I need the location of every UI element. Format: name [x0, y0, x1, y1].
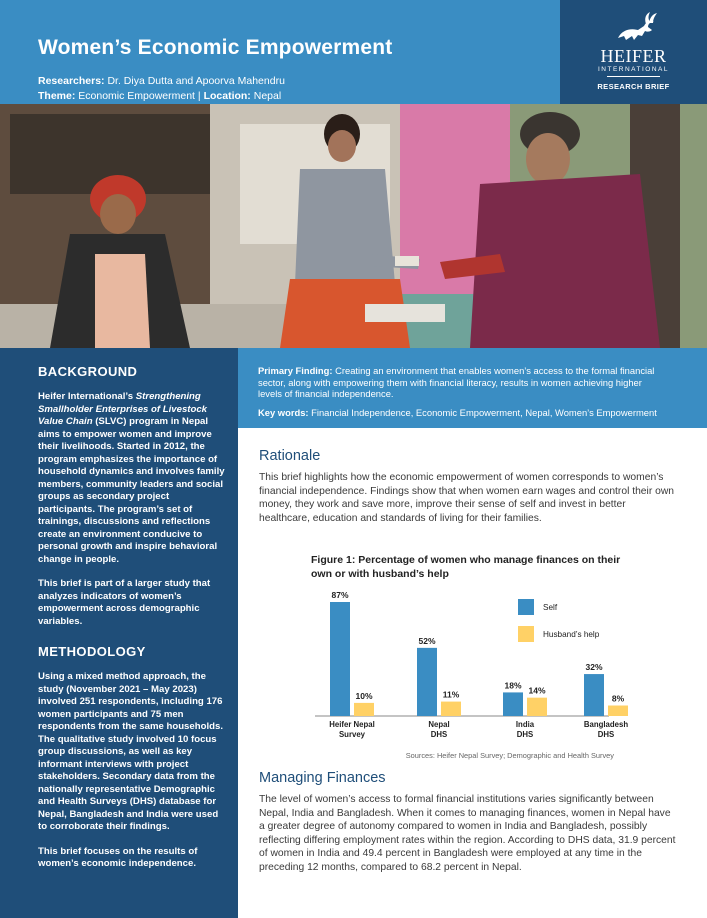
bar-husband-1	[441, 702, 461, 716]
primary-finding-text: Creating an environment that enables women’s access to the formal financial sector, along with empowering them with financial literacy, results in women achieving higher levels of financial independence.	[258, 365, 655, 400]
figure-source: Sources: Heifer Nepal Survey; Demographic and Health Survey	[405, 751, 614, 760]
background-paragraph	[38, 391, 226, 566]
bar-husband-0	[354, 703, 374, 716]
researchers-value: Dr. Diya Dutta and Apoorva Mahendru	[107, 75, 285, 87]
goat-icon	[560, 0, 707, 50]
research-brief-label: RESEARCH BRIEF	[597, 82, 670, 91]
brand-sub: INTERNATIONAL	[597, 66, 670, 73]
theme-label: Theme:	[38, 90, 76, 102]
legend-swatch-0	[518, 599, 534, 615]
finance-bar-chart	[259, 582, 679, 752]
brand-block	[560, 0, 707, 104]
x-tick-label-1-0: Nepal	[428, 720, 450, 729]
x-tick-label-1-1: DHS	[430, 730, 448, 739]
x-tick-label-0-0: Heifer Nepal	[329, 720, 375, 729]
bar-self-3	[584, 674, 604, 716]
location-value: Nepal	[253, 90, 282, 102]
primary-finding-box	[238, 348, 707, 428]
keywords-label: Key words:	[258, 406, 309, 418]
bar-self-0	[330, 602, 350, 716]
data-label-self-2: 18%	[504, 680, 522, 691]
data-label-husband-0: 10%	[355, 690, 373, 701]
data-label-husband-3: 8%	[611, 693, 625, 704]
background-intro: Heifer International’s	[38, 391, 134, 402]
researchers-line	[38, 74, 538, 89]
background-paragraph-2: This brief is part of a larger study that analyzes indicators of women’s empowerment across demographic variables.	[38, 578, 211, 627]
header-text	[38, 36, 538, 104]
x-tick-label-0-1: Survey	[338, 730, 366, 739]
theme-line	[38, 89, 538, 104]
managing-heading: Managing Finances	[259, 770, 386, 786]
legend-label-1: Husband’s help	[543, 630, 600, 639]
keywords	[258, 407, 667, 419]
program-name: Strengthening Smallholder Enterprises of Livestock Value Chain	[38, 391, 208, 427]
legend-swatch-1	[518, 626, 534, 642]
x-tick-label-2-1: DHS	[516, 730, 534, 739]
data-label-self-3: 32%	[585, 662, 603, 673]
brand-divider	[607, 76, 660, 77]
bar-self-1	[417, 648, 437, 716]
x-tick-label-2-0: India	[515, 720, 535, 729]
sidebar	[0, 348, 238, 918]
background-heading: BACKGROUND	[38, 364, 138, 379]
primary-finding-label: Primary Finding:	[258, 365, 333, 376]
managing-section	[259, 770, 679, 874]
brand-name: HEIFER	[600, 46, 667, 66]
bar-husband-2	[527, 698, 547, 716]
methodology-heading: METHODOLOGY	[38, 644, 146, 659]
x-tick-label-3-1: DHS	[597, 730, 615, 739]
header-banner	[0, 0, 707, 104]
keywords-text: Financial Independence, Economic Empowerment, Nepal, Women’s Empowerment	[311, 406, 657, 418]
figure-title: Figure 1: Percentage of women who manage finances on their own or with husband’s help	[311, 554, 621, 580]
market-scene-image	[0, 104, 707, 348]
background-body: (SLVC) program in Nepal aims to empower women and improve their livelihoods. Started in 2012, the program emphasizes the importance of household dynamics and involves family members, community leaders and social groups as secondary project participants. The program’s set of trainings, discussions and reflections create an environment conducive to personal growth and inspire behavioral change in people.	[38, 416, 225, 565]
bar-self-2	[503, 692, 523, 716]
location-label: Location:	[203, 90, 251, 102]
data-label-husband-2: 14%	[528, 685, 546, 696]
researchers-label: Researchers:	[38, 75, 105, 87]
hero-photo	[0, 104, 707, 348]
primary-finding	[258, 365, 667, 400]
data-label-husband-1: 11%	[442, 689, 460, 700]
bar-husband-3	[608, 706, 628, 716]
legend-label-0: Self	[543, 603, 558, 612]
rationale-heading: Rationale	[259, 448, 321, 464]
methodology-paragraph-2: This brief focuses on the results of women’s economic independence.	[38, 845, 198, 869]
page-title: Women’s Economic Empowerment	[38, 36, 393, 59]
methodology-paragraph: Using a mixed method approach, the study (November 2021 – May 2023) involved 251 respondents, including 176 women participants and 75 men respondents from the same households. The qualitative study involved 10 focus group discussions, as well as key informant interviews with project stakeholders. Secondary data from the nationally representative Demographic and Health Surveys (DHS) database for Nepal, Bangladesh and India were used to corroborate their findings.	[38, 671, 223, 832]
rationale-section	[259, 448, 679, 525]
separator: |	[197, 90, 201, 102]
managing-text: The level of women’s access to formal financial institutions varies significantly between Nepal, India and Bangladesh. When it comes to managing finances, women in Nepal have a greater degree of autonomy compared to women in India and Bangladesh, possibly reflecting differing employment rates within the region. According to DHS data, 31.9 percent of women in India and 49.4 percent in Bangladesh were employed at any time in the preceding 12 months, compared to 68.2 percent in Nepal.	[259, 794, 676, 873]
theme-value: Economic Empowerment	[78, 90, 195, 102]
x-tick-label-3-0: Bangladesh	[583, 720, 629, 729]
data-label-self-0: 87%	[331, 590, 349, 600]
rationale-text: This brief highlights how the economic empowerment of women corresponds to women’s financial independence. Findings show that when women earn wages and control their own money, they work and save more, improve their sense of self and invest in better healthcare, education and standards of living for their families.	[259, 472, 674, 524]
meta-info	[38, 74, 538, 104]
data-label-self-1: 52%	[418, 635, 436, 646]
